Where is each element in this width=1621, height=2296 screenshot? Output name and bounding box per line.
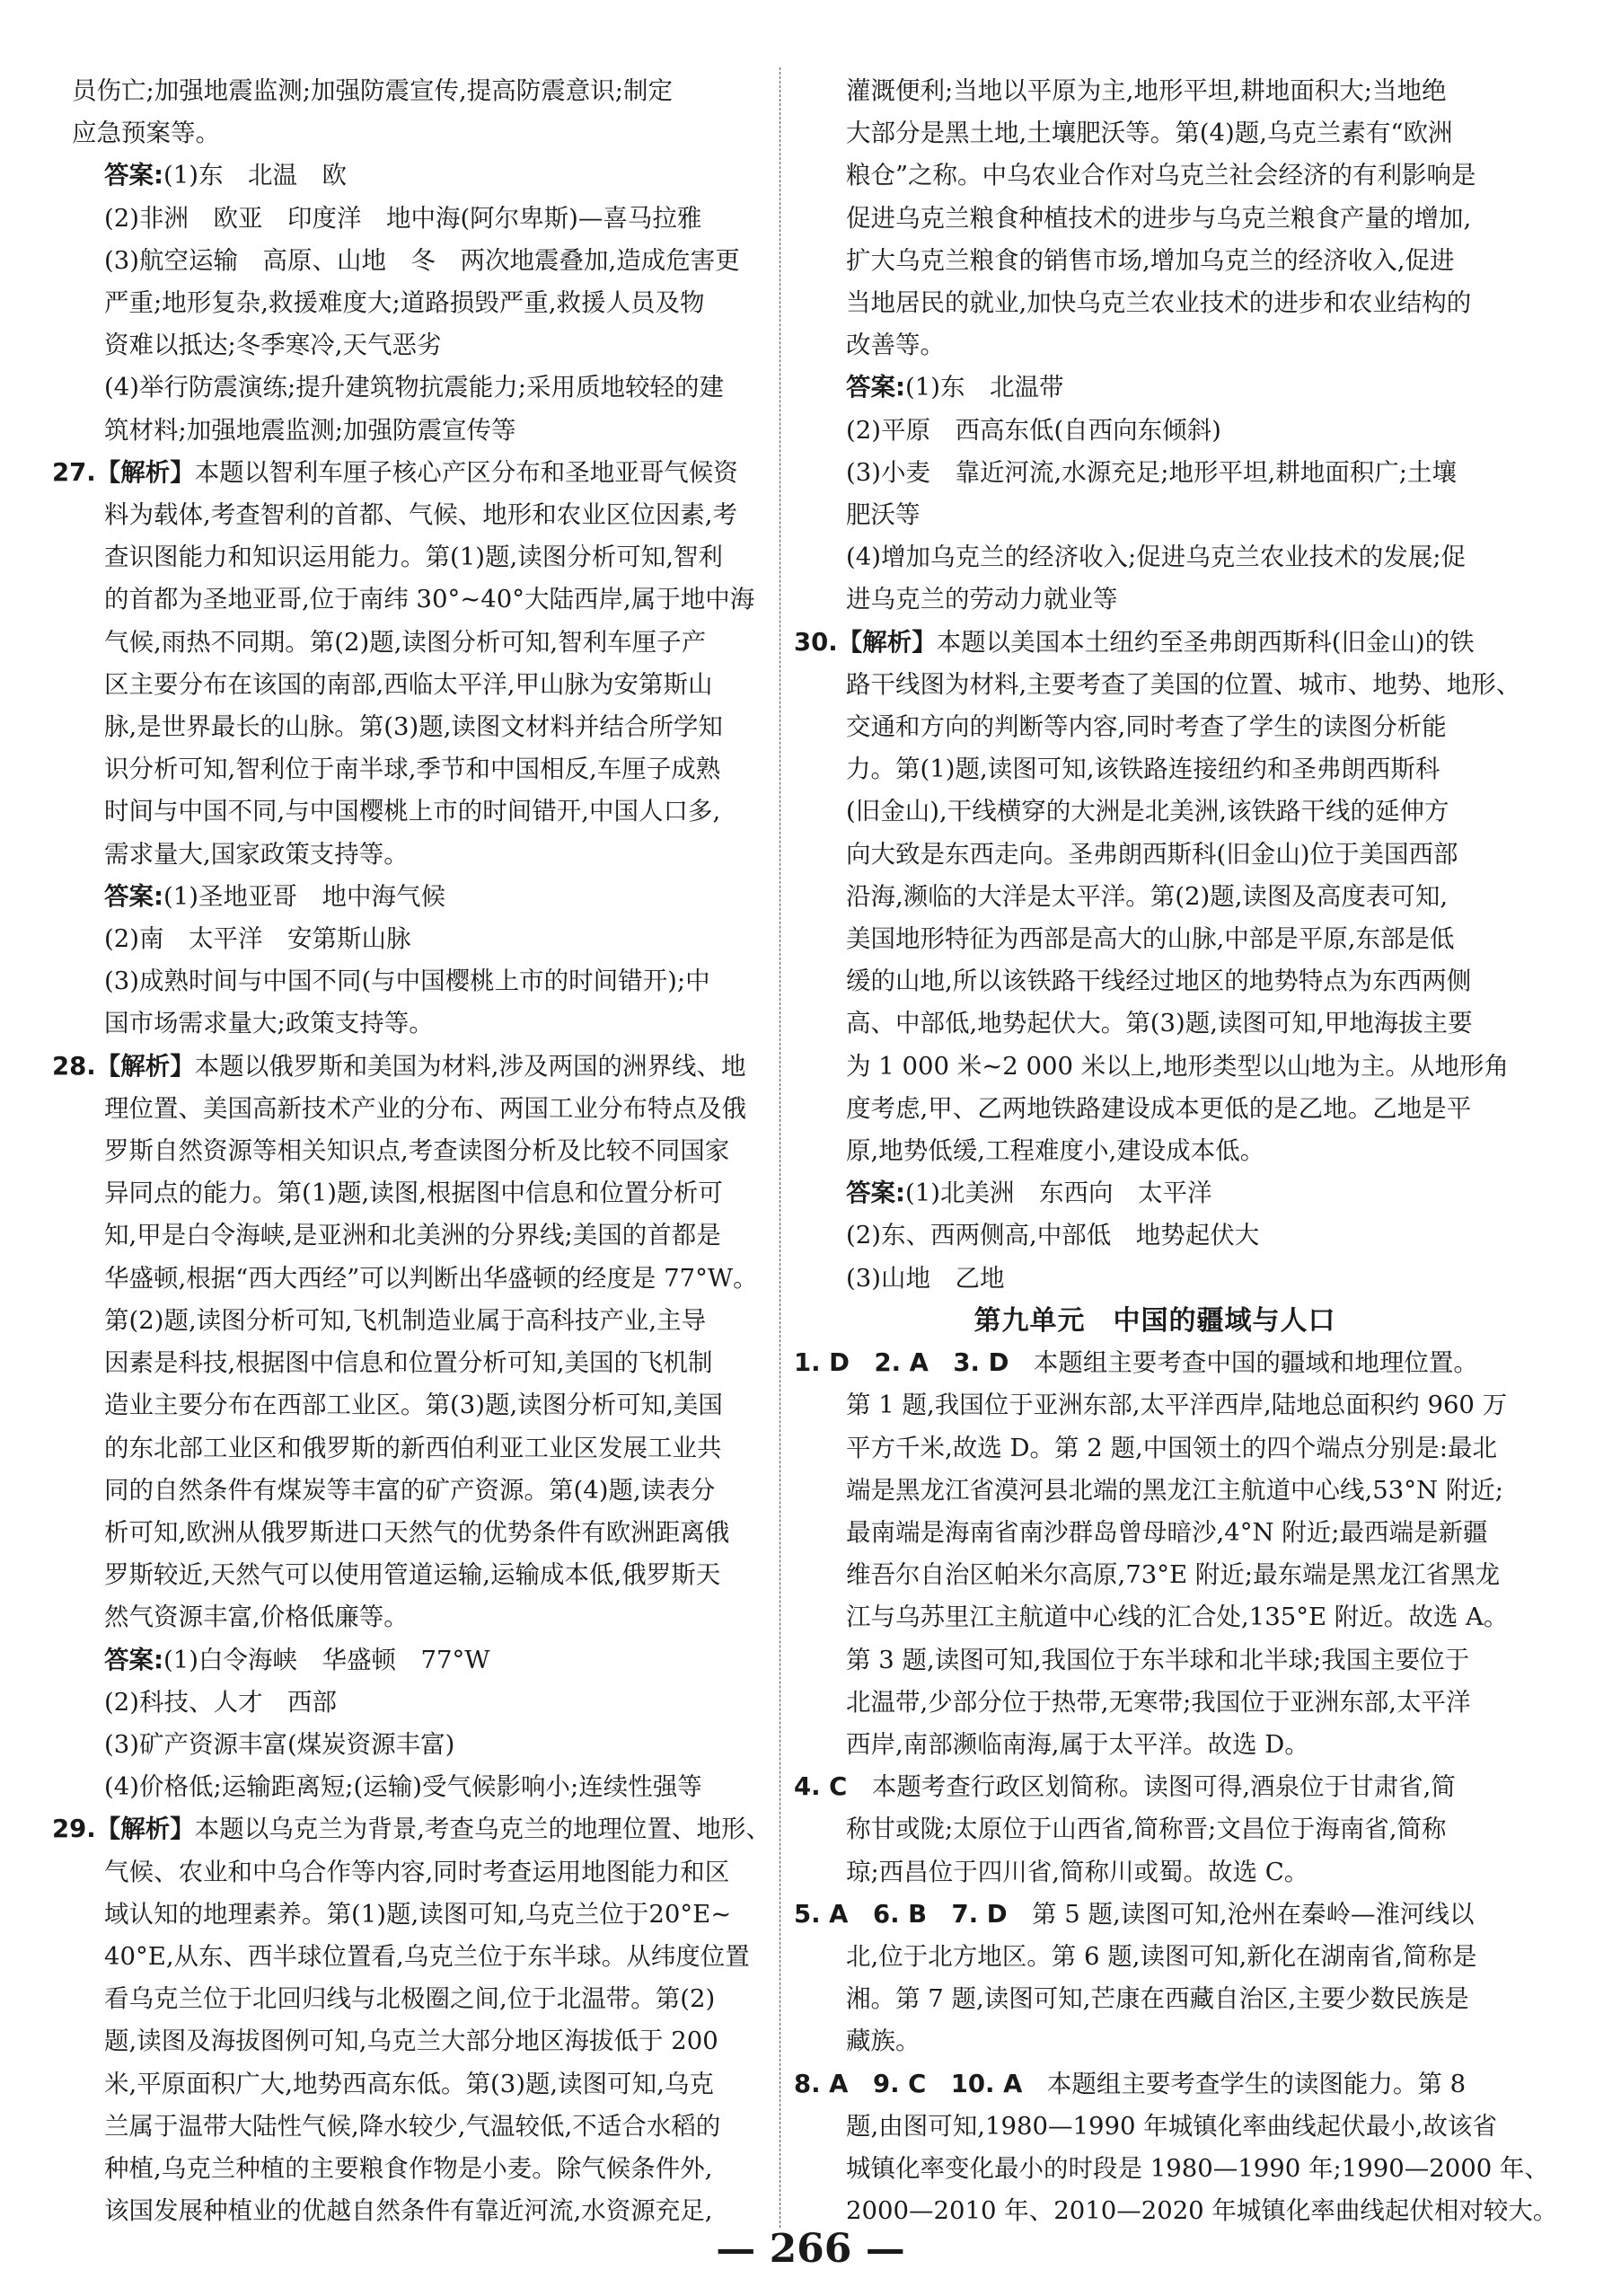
text-line (72, 1554, 754, 1596)
line-text: 异同点的能力。第(1)题,读图,根据图中信息和位置分析可 (104, 1179, 723, 1208)
text-line (814, 1172, 1496, 1214)
text-line (72, 1851, 754, 1894)
text-line (814, 1258, 1496, 1300)
text-line (814, 1046, 1509, 1088)
line-text: 本题以智利车厘子核心产区分布和圣地亚哥气候资 (194, 457, 738, 487)
text-line (814, 1130, 1496, 1172)
text-line (814, 1002, 1496, 1045)
line-text: 米,平原面积广大,地势西高东低。第(3)题,读图可知,乌克 (104, 2069, 714, 2098)
line-text: (3)成熟时间与中国不同(与中国樱桃上市的时间错开);中 (104, 967, 710, 996)
text-line (72, 1214, 754, 1257)
text-line (72, 70, 754, 112)
text-line (72, 706, 754, 748)
text-line (72, 240, 754, 282)
line-text: 进乌克兰的劳动力就业等 (846, 585, 1118, 614)
line-text: (1)东 北温 欧 (163, 161, 347, 190)
text-line (72, 1682, 754, 1724)
text-line (72, 790, 754, 833)
line-text: 气候、农业和中乌合作等内容,同时考查运用地图能力和区 (104, 1857, 730, 1886)
line-text: 看乌克兰位于北回归线与北极圈之间,位于北温带。第(2) (104, 1984, 716, 2014)
line-text: 的东北部工业区和俄罗斯的新西伯利亚工业区发展工业共 (104, 1433, 722, 1462)
line-text: 识分析可知,智利位于南半球,季节和中国相反,车厘子成熟 (104, 755, 721, 784)
line-text: 江与乌苏里江主航道中心线的汇合处,135°E 附近。故选 A。 (846, 1603, 1509, 1632)
line-text: 种植,乌克兰种植的主要粮食作物是小麦。除气候条件外, (104, 2153, 713, 2183)
line-text: 大部分是黑土地,土壤肥沃等。第(4)题,乌克兰素有“欧洲 (846, 119, 1453, 148)
line-text: 区主要分布在该国的南部,西临太平洋,甲山脉为安第斯山 (104, 669, 713, 699)
line-text: 原,地势低缓,工程难度小,建设成本低。 (846, 1136, 1265, 1166)
line-text: 扩大乌克兰粮食的销售市场,增加乌克兰的经济收入,促进 (846, 245, 1455, 275)
mc-answers: 4. C (794, 1772, 872, 1802)
text-line (814, 198, 1496, 240)
line-text: 罗斯自然资源等相关知识点,考查读图分析及比较不同国家 (104, 1136, 730, 1166)
line-text: 度考虑,甲、乙两地铁路建设成本更低的是乙地。乙地是平 (846, 1093, 1472, 1123)
text-line (814, 366, 1496, 409)
text-line (814, 664, 1521, 706)
analysis-label: 【解析】 (95, 1815, 195, 1844)
line-text: 然气资源丰富,价格低廉等。 (104, 1603, 409, 1632)
text-line (72, 1596, 754, 1638)
text-line (72, 366, 754, 409)
line-text: 粮仓”之称。中乌农业合作对乌克兰社会经济的有利影响是 (846, 161, 1476, 190)
text-line (72, 2020, 754, 2062)
text-line (814, 876, 1496, 918)
text-line (72, 578, 754, 621)
text-line (814, 452, 1496, 494)
text-line (72, 876, 754, 918)
text-line (72, 1894, 754, 1936)
line-text: 资难以抵达;冬季寒冷,天气恶劣 (104, 331, 442, 360)
line-text: 路干线图为材料,主要考查了美国的位置、城市、地势、地形、 (846, 669, 1521, 699)
text-line (52, 1808, 771, 1850)
text-line (72, 664, 754, 706)
text-line (814, 1088, 1496, 1130)
text-line (794, 1894, 1496, 1936)
text-line (72, 494, 754, 536)
line-text: 查识图能力和知识运用能力。第(1)题,读图分析可知,智利 (104, 543, 723, 572)
line-text: 本题组主要考查中国的疆域和地理位置。 (1033, 1348, 1478, 1378)
line-text: 料为载体,考查智利的首都、气候、地形和农业区位因素,考 (104, 500, 737, 530)
analysis-label: 【解析】 (95, 457, 195, 487)
line-text: 造业主要分布在西部工业区。第(3)题,读图分析可知,美国 (104, 1391, 723, 1420)
line-text: 的首都为圣地亚哥,位于南纬 30°~40°大陆西岸,属于地中海 (104, 585, 755, 614)
text-line (814, 70, 1496, 112)
line-text: 缓的山地,所以该铁路干线经过地区的地势特点为东西两侧 (846, 967, 1472, 996)
line-text: (旧金山),干线横穿的大洲是北美洲,该铁路干线的延伸方 (846, 797, 1449, 826)
text-line (72, 1724, 754, 1766)
line-text: (1)北美洲 东西向 太平洋 (905, 1179, 1212, 1208)
text-line (72, 1130, 754, 1172)
line-text: 沿海,濒临的大洋是太平洋。第(2)题,读图及高度表可知, (846, 881, 1449, 911)
line-text: 琼;西昌位于四川省,简称川或蜀。故选 C。 (846, 1857, 1309, 1886)
text-line (72, 112, 754, 155)
line-text: 40°E,从东、西半球位置看,乌克兰位于东半球。从纬度位置 (104, 1941, 750, 1971)
text-line (814, 1978, 1496, 2020)
line-text: (4)增加乌克兰的经济收入;促进乌克兰农业技术的发展;促 (846, 543, 1466, 572)
line-text: 促进乌克兰粮食种植技术的进步与乌克兰粮食产量的增加, (846, 203, 1472, 233)
line-text: (4)举行防震演练;提升建筑物抗震能力;采用质地较轻的建 (104, 373, 724, 402)
text-line (814, 1214, 1496, 1257)
line-text: 同的自然条件有煤炭等丰富的矿产资源。第(4)题,读表分 (104, 1475, 716, 1505)
line-text: 为 1 000 米~2 000 米以上,地形类型以山地为主。从地形角 (846, 1051, 1509, 1081)
line-text: 需求量大,国家政策支持等。 (104, 839, 409, 869)
text-line (814, 536, 1496, 578)
line-text: 严重;地形复杂,救援难度大;道路损毁严重,救援人员及物 (104, 288, 705, 318)
text-line (794, 1766, 1496, 1808)
line-text: (2)南 太平洋 安第斯山脉 (104, 924, 411, 954)
line-text: 改善等。 (846, 331, 945, 360)
line-text: 兰属于温带大陆性气候,降水较少,气温较低,不适合水稻的 (104, 2111, 721, 2141)
line-text: 灌溉便利;当地以平原为主,地形平坦,耕地面积大;当地绝 (846, 76, 1447, 105)
line-text: 美国地形特征为西部是高大的山脉,中部是平原,东部是低 (846, 924, 1455, 954)
text-line (72, 282, 754, 324)
line-text: (3)山地 乙地 (846, 1263, 1005, 1293)
text-line (814, 1384, 1508, 1426)
line-text: 题,由图可知,1980—1990 年城镇化率曲线起伏最小,故该省 (846, 2111, 1497, 2141)
text-line (72, 622, 754, 664)
text-line (52, 1046, 754, 1088)
text-line (72, 1384, 754, 1426)
line-text: 知,甲是白令海峡,是亚洲和北美洲的分界线;美国的首都是 (104, 1221, 721, 1250)
text-line (794, 2063, 1496, 2106)
line-text: 力。第(1)题,读图可知,该铁路连接纽约和圣弗朗西斯科 (846, 755, 1440, 784)
line-text: 气候,雨热不同期。第(2)题,读图分析可知,智利车厘子产 (104, 627, 707, 657)
text-line (814, 1596, 1509, 1638)
text-line (72, 1512, 754, 1554)
text-line (814, 240, 1496, 282)
text-line (72, 155, 754, 197)
question-number: 29. (52, 1815, 96, 1844)
line-text: 国市场需求量大;政策支持等。 (104, 1009, 434, 1038)
line-text: (1)圣地亚哥 地中海气候 (163, 881, 445, 911)
line-text: 华盛顿,根据“西大西经”可以判断出华盛顿的经度是 77°W。 (104, 1263, 758, 1293)
text-line (814, 790, 1496, 833)
line-text: 肥沃等 (846, 500, 921, 530)
question-number: 30. (794, 627, 838, 657)
line-text: 第(2)题,读图分析可知,飞机制造业属于高科技产业,主导 (104, 1305, 707, 1335)
line-text: 本题以俄罗斯和美国为材料,涉及两国的洲界线、地 (194, 1051, 746, 1081)
answer-label: 答案: (104, 1645, 163, 1674)
line-text: (3)矿产资源丰富(煤炭资源丰富) (104, 1729, 455, 1759)
text-line (814, 1639, 1496, 1682)
text-line (52, 452, 754, 494)
text-line (814, 1470, 1504, 1512)
line-text: 城镇化率变化最小的时段是 1980—1990 年;1990—2000 年、 (846, 2153, 1549, 2183)
line-text: 西岸,南部濒临南海,属于太平洋。故选 D。 (846, 1729, 1309, 1759)
text-line (794, 622, 1496, 664)
line-text: (3)航空运输 高原、山地 冬 两次地震叠加,造成危害更 (104, 245, 740, 275)
line-text: 平方千米,故选 D。第 2 题,中国领土的四个端点分别是:最北 (846, 1433, 1498, 1462)
mc-answers: 1. D 2. A 3. D (794, 1348, 1034, 1378)
line-text: 本题以美国本土纽约至圣弗朗西斯科(旧金山)的铁 (936, 627, 1475, 657)
line-text: 该国发展种植业的优越自然条件有靠近河流,水资源充足, (104, 2196, 713, 2226)
line-text: (1)东 北温带 (905, 373, 1064, 402)
line-text: 员伤亡;加强地震监测;加强防震宣传,提高防震意识;制定 (72, 76, 674, 105)
line-text: 当地居民的就业,加快乌克兰农业技术的进步和农业结构的 (846, 288, 1472, 318)
text-line (814, 1851, 1496, 1894)
text-line (814, 2106, 1496, 2148)
text-line (814, 1682, 1496, 1724)
question-number: 27. (52, 457, 96, 487)
text-line (814, 2020, 1496, 2062)
text-line (72, 1300, 754, 1342)
text-line (72, 1088, 754, 1130)
line-text: (3)小麦 靠近河流,水源充足;地形平坦,耕地面积广;土壤 (846, 457, 1457, 487)
line-text: 最南端是海南省南沙群岛曾母暗沙,4°N 附近;最西端是新疆 (846, 1517, 1488, 1547)
line-text: 高、中部低,地势起伏大。第(3)题,读图可知,甲地海拔主要 (846, 1009, 1473, 1038)
line-text: (2)科技、人才 西部 (104, 1687, 337, 1717)
text-line (72, 1766, 754, 1808)
line-text: 域认知的地理素养。第(1)题,读图可知,乌克兰位于20°E~ (104, 1899, 732, 1929)
text-line (814, 324, 1496, 366)
text-line (72, 2148, 754, 2190)
line-text: 第 3 题,读图可知,我国位于东半球和北半球;我国主要位于 (846, 1645, 1470, 1674)
text-line (72, 834, 754, 876)
text-line (814, 918, 1496, 960)
line-text: 第 5 题,读图可知,沧州在秦岭—淮河线以 (1032, 1899, 1475, 1929)
question-number: 28. (52, 1051, 96, 1081)
text-line (814, 410, 1496, 452)
text-line (72, 1172, 754, 1214)
answer-label: 答案: (104, 161, 163, 190)
text-line (72, 198, 754, 240)
left-column (52, 70, 771, 2232)
text-line (72, 1936, 754, 1978)
line-text: 维吾尔自治区帕米尔高原,73°E 附近;最东端是黑龙江省黑龙 (846, 1560, 1501, 1590)
line-text: 本题考查行政区划简称。读图可得,酒泉位于甘肃省,简 (871, 1772, 1456, 1802)
line-text: (2)平原 西高东低(自西向东倾斜) (846, 415, 1221, 445)
text-line (72, 1342, 754, 1384)
line-text: 藏族。 (846, 2027, 921, 2056)
text-line (814, 706, 1496, 748)
line-text: 析可知,欧洲从俄罗斯进口天然气的优势条件有欧洲距离俄 (104, 1517, 730, 1547)
text-line (814, 282, 1496, 324)
line-text: 北温带,少部分位于热带,无寒带;我国位于亚洲东部,太平洋 (846, 1687, 1471, 1717)
text-line (814, 960, 1496, 1002)
text-line (72, 410, 754, 452)
text-line (814, 578, 1496, 621)
line-text: 时间与中国不同,与中国樱桃上市的时间错开,中国人口多, (104, 797, 721, 826)
text-line (72, 1639, 754, 1682)
line-text: 2000—2010 年、2010—2020 年城镇化率曲线起伏相对较大。 (846, 2196, 1558, 2226)
text-line (814, 1808, 1496, 1850)
line-text: 应急预案等。 (72, 119, 220, 148)
line-text: 北,位于北方地区。第 6 题,读图可知,新化在湖南省,简称是 (846, 1941, 1477, 1971)
answer-label: 答案: (846, 373, 905, 402)
line-text: 理位置、美国高新技术产业的分布、两国工业分布特点及俄 (104, 1093, 746, 1123)
line-text: 称甘或陇;太原位于山西省,简称晋;文昌位于海南省,简称 (846, 1815, 1447, 1844)
line-text: 题,读图及海拔图例可知,乌克兰大部分地区海拔低于 200 (104, 2027, 718, 2056)
line-text: 交通和方向的判断等内容,同时考查了学生的读图分析能 (846, 712, 1447, 742)
page-number: — 266 — (716, 2226, 905, 2272)
answer-label: 答案: (846, 1179, 905, 1208)
answer-label: 答案: (104, 881, 163, 911)
text-line (814, 155, 1496, 197)
line-text: (1)白令海峡 华盛顿 77°W (163, 1645, 490, 1674)
line-text: 本题组主要考查学生的读图能力。第 8 (1046, 2069, 1467, 2098)
line-text: 湘。第 7 题,读图可知,芒康在西藏自治区,主要少数民族是 (846, 1984, 1469, 2014)
text-line (814, 1554, 1501, 1596)
text-line (72, 1002, 754, 1045)
text-line (72, 1470, 754, 1512)
line-text: 向大致是东西走向。圣弗朗西斯科(旧金山)位于美国西部 (846, 839, 1458, 869)
text-line (794, 1342, 1496, 1384)
line-text: 端是黑龙江省漠河县北端的黑龙江主航道中心线,53°N 附近; (846, 1475, 1504, 1505)
text-line (814, 494, 1496, 536)
text-line (72, 1427, 754, 1470)
line-text: (2)东、西两侧高,中部低 地势起伏大 (846, 1221, 1260, 1250)
text-line (72, 536, 754, 578)
text-line (72, 1258, 758, 1300)
text-line (814, 112, 1496, 155)
text-line (72, 960, 754, 1002)
line-text: 筑材料;加强地震监测;加强防震宣传等 (104, 415, 516, 445)
text-line (72, 1978, 754, 2020)
line-text: 脉,是世界最长的山脉。第(3)题,读图文材料并结合所学知 (104, 712, 723, 742)
line-text: (4)价格低;运输距离短;(运输)受气候影响小;连续性强等 (104, 1772, 702, 1802)
text-line (814, 1512, 1496, 1554)
text-line (814, 1724, 1496, 1766)
right-column (794, 70, 1558, 2232)
line-text: (2)非洲 欧亚 印度洋 地中海(阿尔卑斯)—喜马拉雅 (104, 203, 702, 233)
line-text: 罗斯较近,天然气可以使用管道运输,运输成本低,俄罗斯天 (104, 1560, 721, 1590)
mc-answers: 5. A 6. B 7. D (794, 1899, 1033, 1929)
text-line (72, 324, 754, 366)
text-line (72, 2063, 754, 2106)
text-line (814, 748, 1496, 790)
text-line (72, 2106, 754, 2148)
analysis-label: 【解析】 (837, 627, 937, 657)
text-line (814, 2148, 1549, 2190)
text-line (814, 834, 1496, 876)
text-line (72, 748, 754, 790)
analysis-label: 【解析】 (95, 1051, 195, 1081)
text-line (814, 1427, 1496, 1470)
mc-answers: 8. A 9. C 10. A (794, 2069, 1047, 2098)
line-text: 因素是科技,根据图中信息和位置分析可知,美国的飞机制 (104, 1348, 713, 1378)
text-line (72, 918, 754, 960)
unit-title: 第九单元 中国的疆域与人口 (973, 1304, 1336, 1337)
line-text: 第 1 题,我国位于亚洲东部,太平洋西岸,陆地总面积约 960 万 (846, 1391, 1508, 1420)
text-line (814, 1936, 1496, 1978)
line-text: 本题以乌克兰为背景,考查乌克兰的地理位置、地形、 (194, 1815, 771, 1844)
